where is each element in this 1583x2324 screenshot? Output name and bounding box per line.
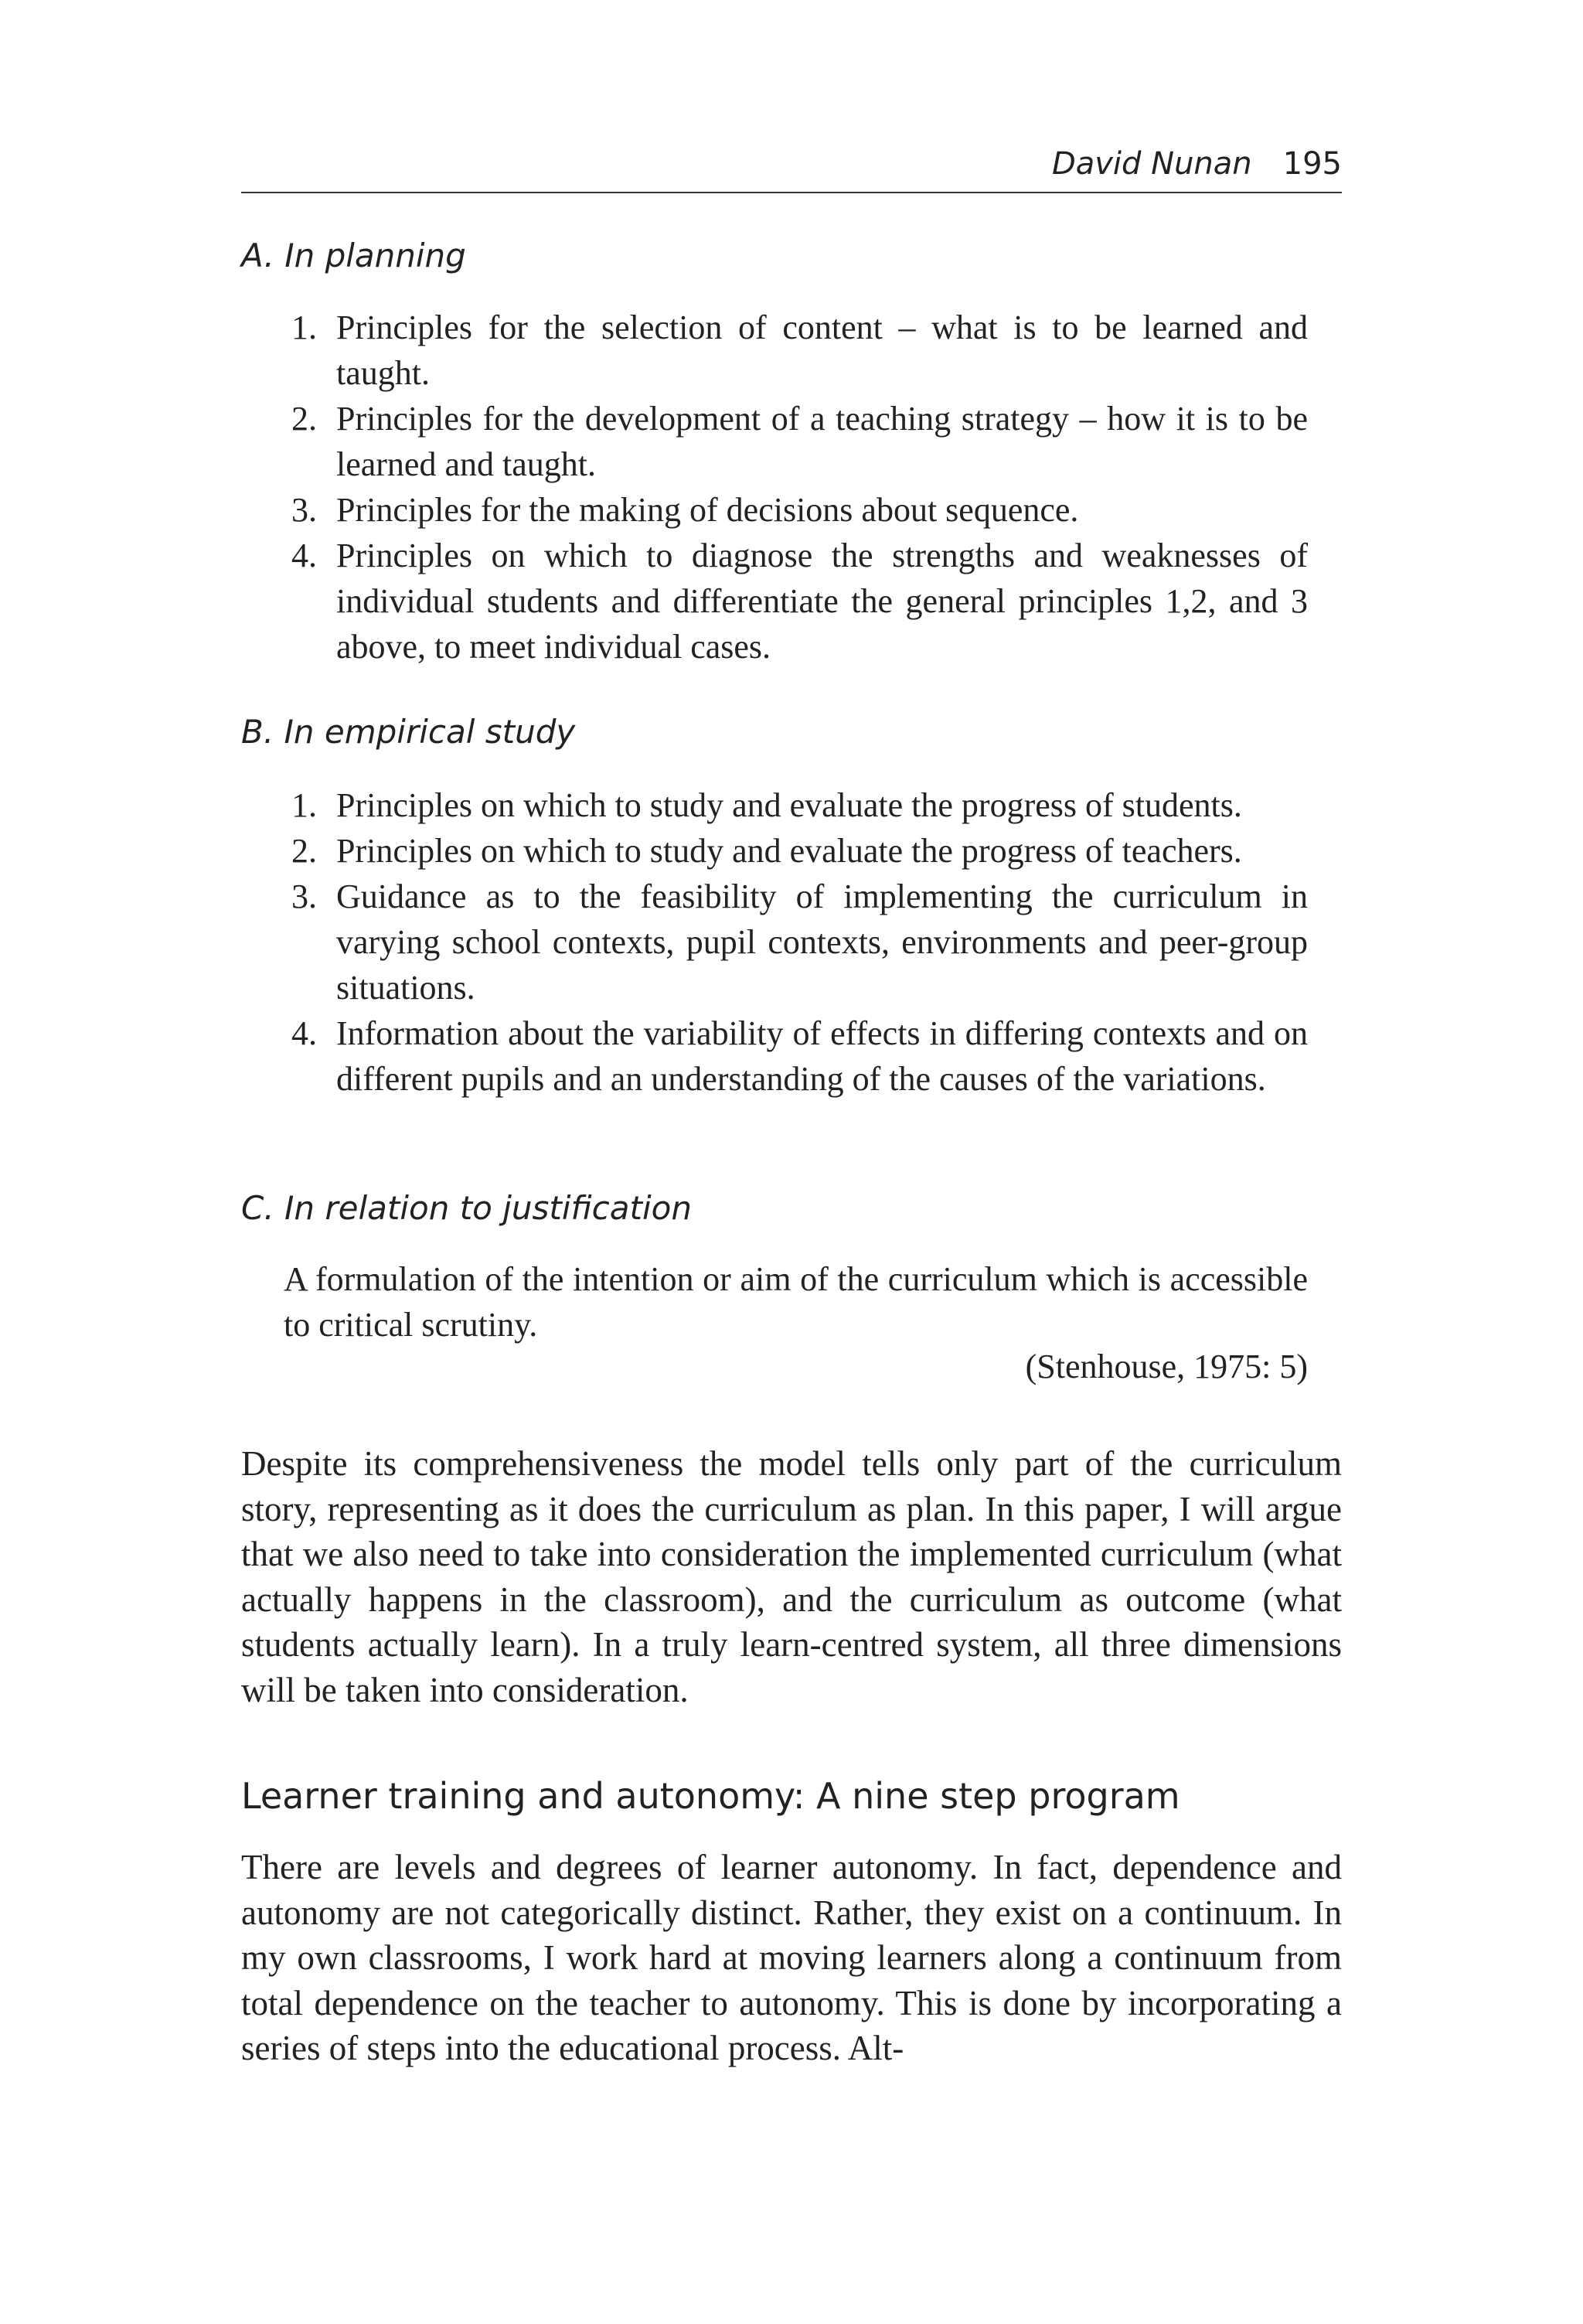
section-heading-empirical-study: B. In empirical study (241, 713, 576, 751)
planning-list (284, 305, 1308, 670)
body-paragraph-1: Despite its comprehensiveness the model tells only part of the curriculum story, representing as it does the curriculum as plan. In this paper, I will argue that we also need to take into consideration the implemented curriculum (what actually happens in the classroom), and the curriculum as outcome (what students actually learn). In a truly learn-centred system, all three dimensions will be taken into consideration. (241, 1444, 1342, 1709)
list-item: 1. Principles on which to study and evaluate the progress of students. (291, 786, 1242, 824)
running-head (241, 141, 1342, 193)
section-heading-planning: A. In planning (241, 237, 466, 274)
list-item: 2. Principles for the development of a teaching strategy – how it is to be learned and taught. (291, 400, 1308, 483)
body-paragraph-2: There are levels and degrees of learner autonomy. In fact, dependence and autonomy are not categorically distinct. Rather, they exist on a continuum. In my own classrooms, I work hard at moving learners along a continuum from total dependence on the teacher to autonomy. This is done by incorporating a series of steps into the educational process. Alt- (241, 1848, 1342, 2067)
list-item: 3. Principles for the making of decisions about sequence. (291, 491, 1079, 529)
section-heading-justification: C. In relation to justification (241, 1189, 692, 1227)
list-item: 2. Principles on which to study and evaluate the progress of teachers. (291, 832, 1242, 870)
citation: (Stenhouse, 1975: 5) (1025, 1348, 1308, 1385)
page-number: 195 (1282, 146, 1342, 182)
list-item: 4. Information about the variability of effects in differing contexts and on different pupils and an understanding of the causes of the variations. (291, 1014, 1308, 1098)
section-subheading: Learner training and autonomy: A nine step program (241, 1775, 1180, 1817)
list-item: 4. Principles on which to diagnose the strengths and weaknesses of individual students and differentiate the general principles 1,2, and 3 above, to meet individual cases. (291, 537, 1308, 666)
justification-quote: A formulation of the intention or aim of the curriculum which is accessible to critical scrutiny. (284, 1260, 1308, 1344)
running-head-author: David Nunan (1051, 146, 1252, 182)
list-item: 3. Guidance as to the feasibility of implementing the curriculum in varying school contexts, pupil contexts, environments and peer-group situations. (291, 877, 1308, 1007)
empirical-study-list (284, 782, 1308, 1102)
list-item: 1. Principles for the selection of content – what is to be learned and taught. (291, 308, 1308, 392)
